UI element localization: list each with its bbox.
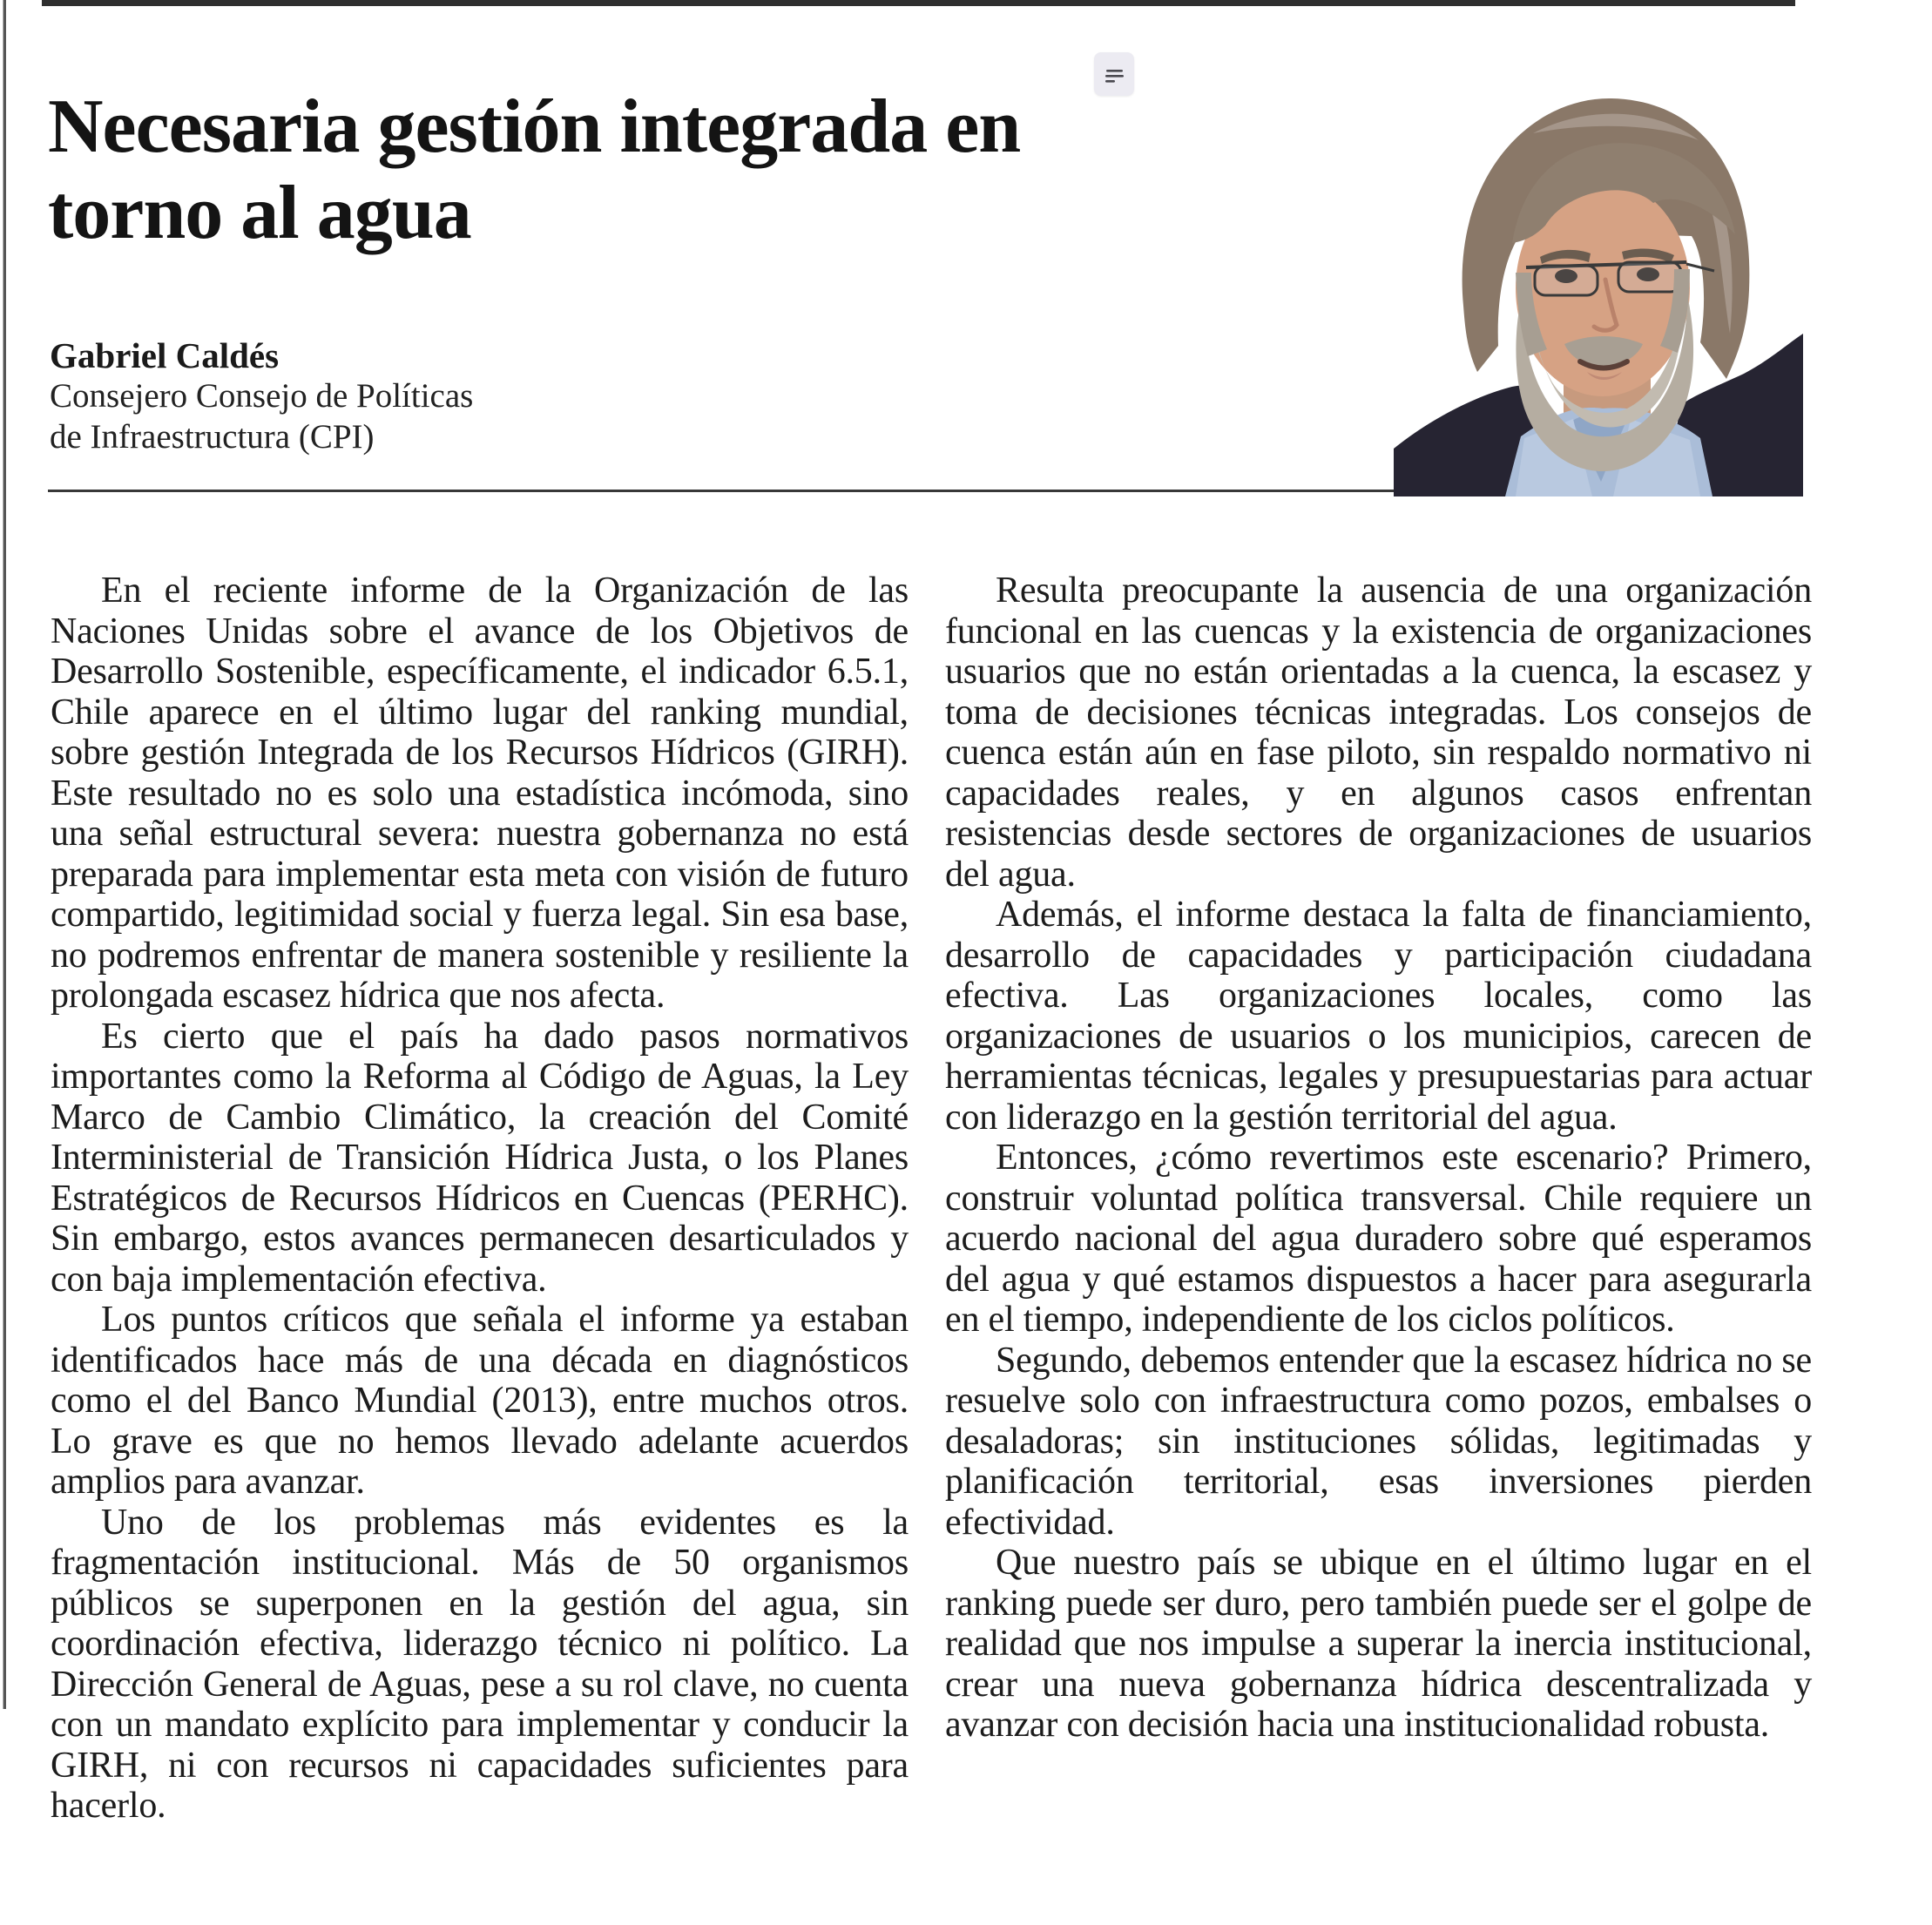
author-block — [50, 335, 746, 458]
author-role-line1: Consejero Consejo de Políticas — [50, 377, 474, 415]
author-name: Gabriel Caldés — [50, 335, 280, 375]
article-paragraph: Uno de los problemas más evidentes es la fragmentación institucional. Más de 50 organismos públicos se superponen en la gestión del agua, sin coordinación efectiva, liderazgo técnico ni político. La Dirección General de Aguas, pese a su rol clave, no cuenta con un mandato explícito para implementar y conducir la GIRH, ni con recursos ni capacidades suficientes para hacerlo. — [51, 1502, 909, 1826]
article-paragraph: Los puntos críticos que señala el informe ya estaban identificados hace más de una década en diagnósticos como el del Banco Mundial (2013), entre muchos otros. Lo grave es que no hemos llevado adelante acuerdos amplios para avanzar. — [51, 1300, 909, 1502]
article-paragraph: Segundo, debemos entender que la escasez hídrica no se resuelve solo con infraestructura como pozos, embalses o desaladoras; sin instituciones sólidas, legitimadas y planificación territorial, esas inversiones pierden efectividad. — [945, 1340, 1812, 1543]
article-paragraph: Es cierto que el país ha dado pasos normativos importantes como la Reforma al Código de Aguas, la Ley Marco de Cambio Climático, la creación del Comité Interministerial de Transición Hídrica Justa, o los Planes Estratégicos de Recursos Hídricos en Cuencas (PERHC). Sin embargo, estos avances permanecen desarticulados y con baja implementación efectiva. — [51, 1016, 909, 1300]
article-paragraph: Además, el informe destaca la falta de financiamiento, desarrollo de capacidades y participación ciudadana efectiva. Las organizaciones locales, como las organizaciones de usuarios o los municipios, carecen de herramientas técnicas, legales y presupuestarias para actuar con liderazgo en la gestión territorial del agua. — [945, 895, 1812, 1138]
article-paragraph: Entonces, ¿cómo revertimos este escenario? Primero, construir voluntad política transversal. Chile requiere un acuerdo nacional del agua duradero sobre qué esperamos del agua y qué estamos dispuestos a hacer para asegurarla en el tiempo, independiente de los ciclos políticos. — [945, 1138, 1812, 1340]
author-photo — [1394, 72, 1803, 496]
left-border-rule — [3, 0, 6, 1709]
author-portrait-illustration — [1394, 72, 1803, 496]
text-lines-icon — [1101, 61, 1127, 87]
article-paragraph: Que nuestro país se ubique en el último lugar en el ranking puede ser duro, pero también puede ser el golpe de realidad que nos impulse a superar la inercia institucional, crear una nueva gobernanza hídrica descentralizada y avanzar con decisión hacia una institucionalidad robusta. — [945, 1543, 1812, 1745]
author-role-line2: de Infraestructura (CPI) — [50, 417, 375, 456]
article-column-right — [945, 571, 1812, 1746]
notes-button[interactable] — [1094, 52, 1134, 96]
article-paragraph: En el reciente informe de la Organización de las Naciones Unidas sobre el avance de los Objetivos de Desarrollo Sostenible, específicamente, el indicador 6.5.1, Chile aparece en el último lugar del ranking mundial, sobre gestión Integrada de los Recursos Hídricos (GIRH). Este resultado no es solo una estadística incómoda, sino una señal estructural severa: nuestra gobernanza no está preparada para implementar esta meta con visión de futuro compartido, legitimidad social y fuerza legal. Sin esa base, no podremos enfrentar de manera sostenible y resiliente la prolongada escasez hídrica que nos afecta. — [51, 571, 909, 1016]
top-divider-bar — [42, 0, 1795, 6]
article-title: Necesaria gestión integrada en torno al agua — [48, 84, 1021, 255]
article-column-left — [51, 571, 909, 1827]
article-paragraph: Resulta preocupante la ausencia de una organización funcional en las cuencas y la existencia de organizaciones usuarios que no están orientadas a la cuenca, la escasez y toma de decisiones técnicas integradas. Los consejos de cuenca están aún en fase piloto, sin respaldo normativo ni capacidades reales, y en algunos casos enfrentan resistencias desde sectores de organizaciones de usuarios del agua. — [945, 571, 1812, 895]
